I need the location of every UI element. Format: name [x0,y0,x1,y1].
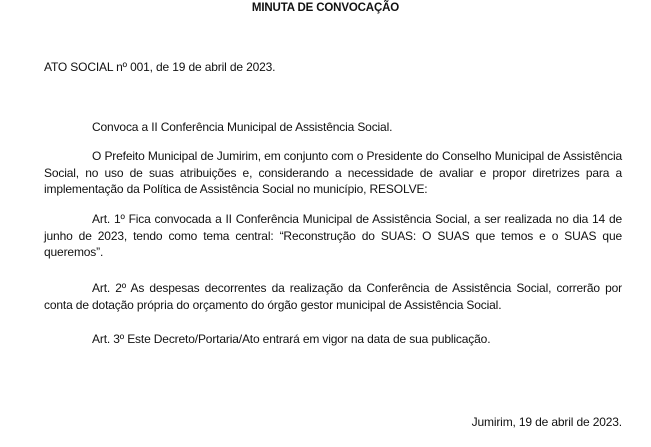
summary-paragraph: Convoca a II Conferência Municipal de Assistência Social. [92,120,393,134]
preamble-paragraph: O Prefeito Municipal de Jumirim, em conjunto com o Presidente do Conselho Municipal de Assistência Social, no uso de suas atribuições e, considerando a necessidade de avaliar e propor diretrizes para a implementação da Política de Assistência Social no município, RESOLVE: [44,149,622,196]
article-2-paragraph: Art. 2º As despesas decorrentes da realização da Conferência de Assistência Social, correrão por conta de dotação própria do orçamento do órgão gestor municipal de Assistência Social. [44,281,622,312]
article-3-paragraph: Art. 3º Este Decreto/Portaria/Ato entrará em vigor na data de sua publicação. [92,332,491,346]
article-1-paragraph: Art. 1º Fica convocada a II Conferência Municipal de Assistência Social, a ser realizada no dia 14 de junho de 2023, tendo como tema central: “Reconstrução do SUAS: O SUAS que temos e o SUAS que queremos”. [44,212,622,259]
place-date: Jumirim, 19 de abril de 2023. [471,415,622,429]
document-title: MINUTA DE CONVOCAÇÃO [251,2,400,14]
act-line: ATO SOCIAL nº 001, de 19 de abril de 2023. [44,60,276,74]
